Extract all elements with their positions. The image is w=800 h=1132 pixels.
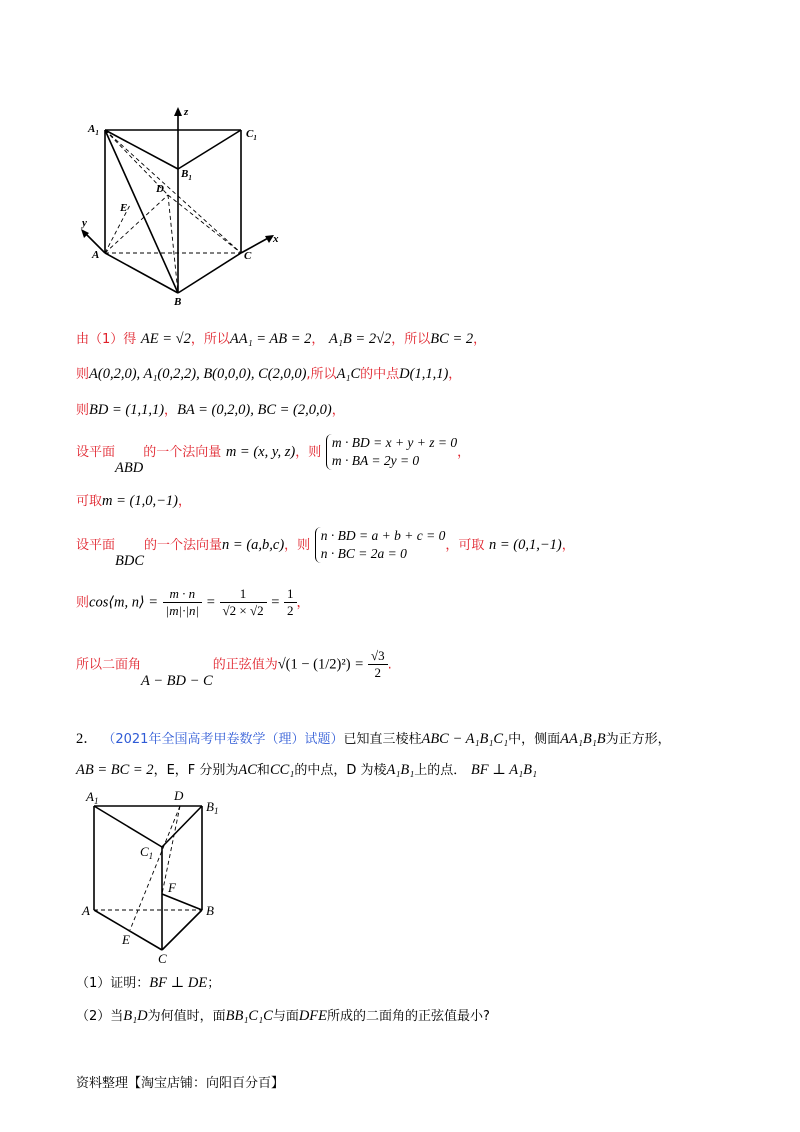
question-1: （1）证明：BF ⊥ DE； xyxy=(76,975,221,991)
problem-2-line-1: 2． （2021年全国高考甲卷数学（理）试题）已知直三棱柱ABC − A₁B₁C₁中，侧面AA₁B₁B为正方形， xyxy=(76,731,671,747)
question-2: （2）当B₁D为何值时，面BB₁C₁C与面DFE所成的二面角的正弦值最小? xyxy=(76,1008,490,1024)
label-D: D xyxy=(174,788,184,803)
solution-line-5: 可取m = (1,0,−1)， xyxy=(76,493,191,509)
solution-line-1: 由（1）得 AE = √2，所以AA₁ = AB = 2， A₁B = 2√2，所以BC = 2， xyxy=(76,331,487,347)
label-A: A xyxy=(82,903,90,918)
axis-z-label: z xyxy=(184,106,189,118)
solution-line-7: 则cos⟨m, n⟩ = $\frac{m \cdot n}{|m|\cdot|n|}$ = $\frac{1}{√2 \times √2}$ = $\frac{1}{2}$ ， xyxy=(76,586,310,618)
label-A1: $A_1$ xyxy=(88,123,99,137)
label-B: B xyxy=(174,296,182,308)
problem-2-line-2: AB = BC = 2，E，F 分别为AC和CC₁的中点，D 为棱A₁B₁上的点． BF ⊥ A₁B₁ xyxy=(76,762,538,778)
label-C: C xyxy=(244,250,252,262)
label-B1: $B_1$ xyxy=(206,799,219,816)
label-C1: $C_1$ xyxy=(140,844,154,861)
solution-line-8: 所以二面角A − BD − C的正弦值为√(1 − (1/2)²) = $\frac{√3}{2}$ . xyxy=(76,648,392,689)
prism-figure-1 xyxy=(70,95,300,310)
label-E: E xyxy=(120,202,128,214)
solution-line-3: 则BD = (1,1,1)，BA = (0,2,0), BC = (2,0,0)， xyxy=(76,402,345,418)
equation-system-1: m · BD = x + y + z = 0 m · BA = 2y = 0 xyxy=(326,434,457,470)
equation-system-2: n · BD = a + b + c = 0 n · BC = 2a = 0 xyxy=(315,527,446,563)
solution-line-6: 设平面BDC的一个法向量n = (a,b,c)，则 n · BD = a + b + c = 0 n · BC = 2a = 0，可取 n = (0,1,−1)， xyxy=(76,528,575,569)
label-B1: $B_1$ xyxy=(181,168,192,182)
footer-credit: 资料整理【淘宝店铺：向阳百分百】 xyxy=(76,1076,285,1091)
label-D: D xyxy=(156,183,164,195)
prism-figure-2 xyxy=(70,784,240,964)
label-A: A xyxy=(92,249,100,261)
axis-x-label: x xyxy=(273,233,279,245)
label-E: E xyxy=(122,932,130,947)
problem-source: （2021年全国高考甲卷数学（理）试题） xyxy=(102,732,344,747)
label-A1: $A_1$ xyxy=(86,789,99,806)
axis-y-label: y xyxy=(82,217,87,229)
label-C: C xyxy=(158,951,167,964)
label-B: B xyxy=(206,903,214,918)
label-C1: $C_1$ xyxy=(246,128,257,142)
solution-line-2: 则A(0,2,0), A₁(0,2,2), B(0,0,0), C(2,0,0),所以A₁C的中点D(1,1,1)， xyxy=(76,366,462,382)
solution-line-4: 设平面ABD的一个法向量 m = (x, y, z)，则 m · BD = x + y + z = 0 m · BA = 2y = 0， xyxy=(76,435,471,476)
label-F: F xyxy=(168,880,176,895)
